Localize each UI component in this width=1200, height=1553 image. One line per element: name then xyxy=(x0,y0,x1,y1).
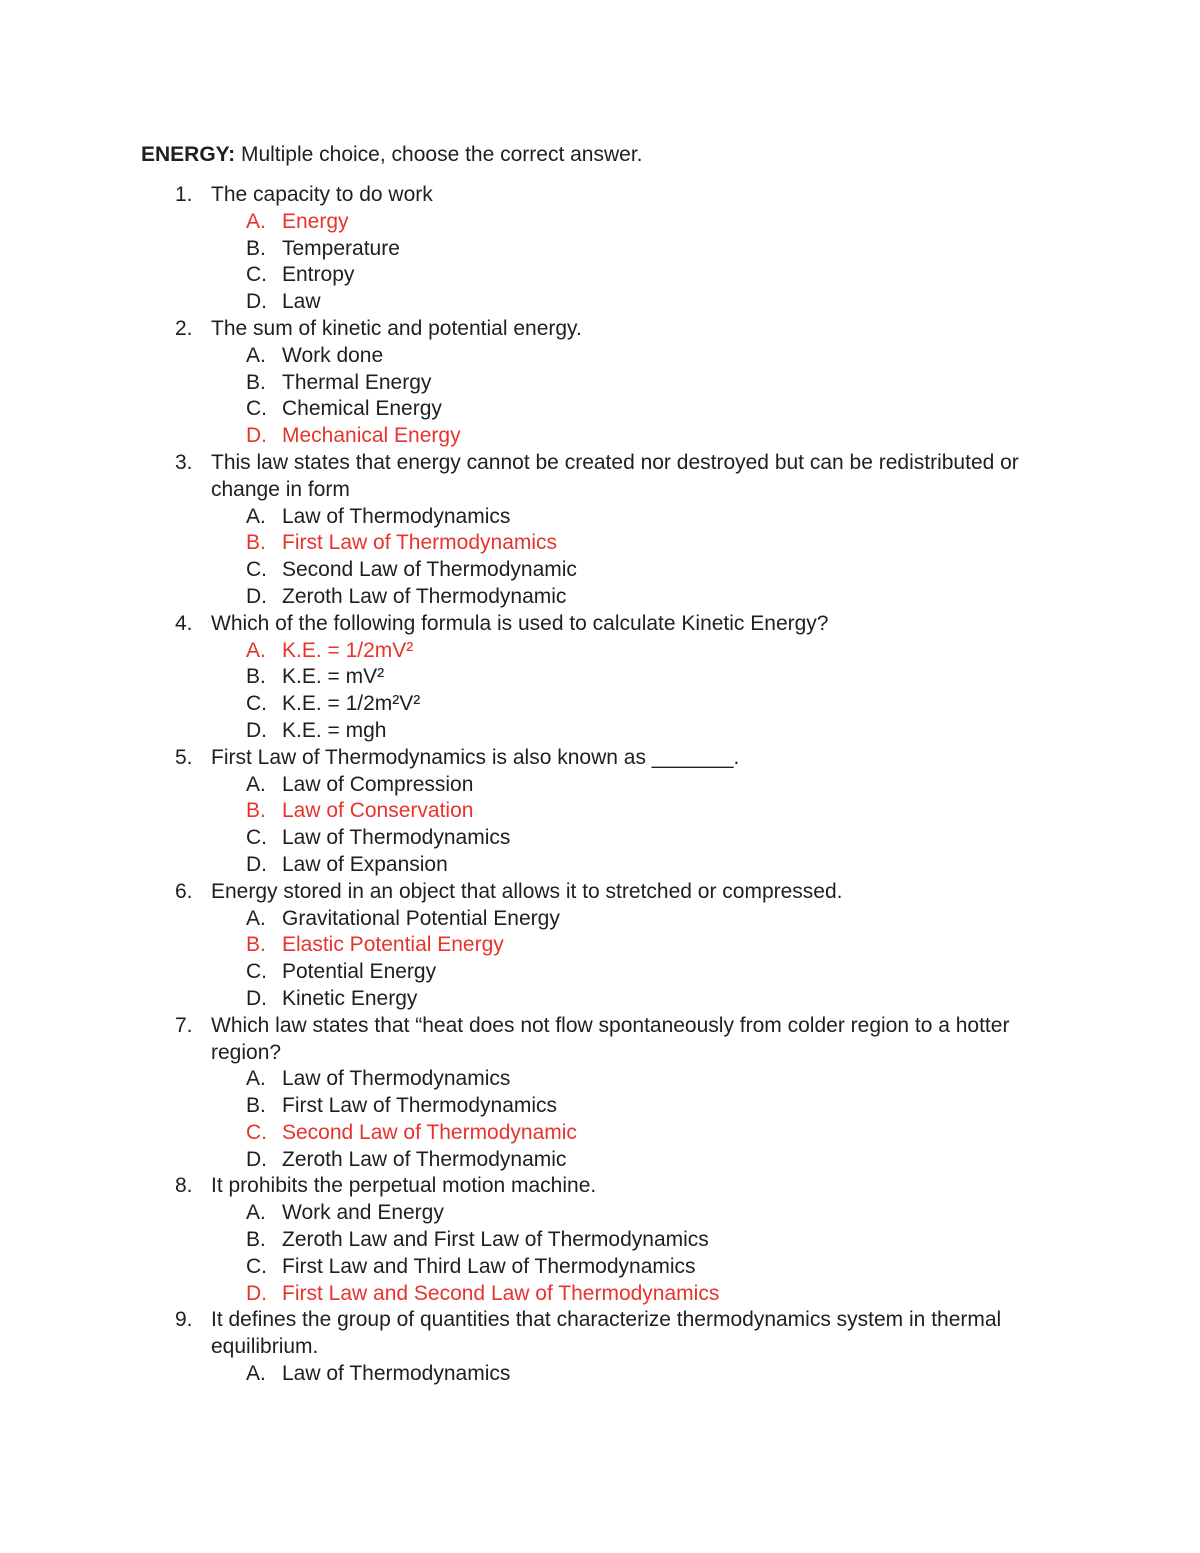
option-text: Potential Energy xyxy=(282,960,437,984)
option-text: Law of Expansion xyxy=(282,852,448,876)
quiz-instructions: Multiple choice, choose the correct answer. xyxy=(235,143,643,166)
option-letter: C. xyxy=(246,826,267,850)
option-letter: B. xyxy=(246,370,266,394)
answer-option xyxy=(0,691,1200,718)
correct-answer-option xyxy=(0,530,1200,557)
option-letter: D. xyxy=(246,852,267,876)
option-letter: A. xyxy=(246,1362,266,1386)
option-text: Zeroth Law of Thermodynamic xyxy=(282,1147,567,1171)
option-text: Work done xyxy=(282,343,384,367)
option-text: Zeroth Law of Thermodynamic xyxy=(282,584,567,608)
correct-answer-option xyxy=(0,932,1200,959)
option-text: Temperature xyxy=(282,236,400,260)
question-text: It defines the group of quantities that characterize thermodynamics system in thermal equilibrium. xyxy=(211,1308,1002,1359)
option-letter: A. xyxy=(246,906,266,930)
question-row xyxy=(0,450,1200,504)
option-text: Mechanical Energy xyxy=(282,424,461,448)
answer-option xyxy=(0,343,1200,370)
answer-option xyxy=(0,718,1200,745)
option-letter: A. xyxy=(246,343,266,367)
option-letter: C. xyxy=(246,1254,267,1278)
option-letter: B. xyxy=(246,799,266,823)
option-letter: A. xyxy=(246,209,266,233)
option-list xyxy=(0,1361,1200,1388)
option-letter: D. xyxy=(246,986,267,1010)
correct-answer-option xyxy=(0,209,1200,236)
option-letter: D. xyxy=(246,424,267,448)
question-text: This law states that energy cannot be created nor destroyed but can be redistributed or change in form xyxy=(211,450,1019,501)
option-text: Kinetic Energy xyxy=(282,986,418,1010)
question-text: The sum of kinetic and potential energy. xyxy=(211,316,582,340)
answer-option xyxy=(0,1254,1200,1281)
option-list xyxy=(0,906,1200,1013)
question-text: The capacity to do work xyxy=(211,183,433,206)
option-list xyxy=(0,1200,1200,1307)
option-text: Zeroth Law and First Law of Thermodynamics xyxy=(282,1228,709,1252)
option-text: Work and Energy xyxy=(282,1201,444,1225)
option-letter: B. xyxy=(246,531,266,555)
question-list xyxy=(0,182,1200,1388)
correct-answer-option xyxy=(0,423,1200,450)
option-text: K.E. = 1/2m²V² xyxy=(282,692,421,716)
quiz-header xyxy=(141,141,643,168)
correct-answer-option xyxy=(0,638,1200,665)
question-item xyxy=(0,316,1200,450)
question-row xyxy=(0,879,1200,906)
option-text: Chemical Energy xyxy=(282,397,442,421)
option-letter: A. xyxy=(246,638,266,662)
option-list xyxy=(0,343,1200,450)
question-number: 3. xyxy=(175,450,193,474)
option-text: Entropy xyxy=(282,263,355,287)
option-text: Second Law of Thermodynamic xyxy=(282,1120,577,1144)
option-text: K.E. = 1/2mV² xyxy=(282,638,414,662)
option-letter: A. xyxy=(246,772,266,796)
question-number: 2. xyxy=(175,316,193,340)
option-text: K.E. = mgh xyxy=(282,718,387,742)
answer-option xyxy=(0,906,1200,933)
option-letter: D. xyxy=(246,718,267,742)
option-text: First Law and Third Law of Thermodynamics xyxy=(282,1254,696,1278)
option-text: Energy xyxy=(282,209,349,233)
option-text: Law of Thermodynamics xyxy=(282,1362,511,1386)
question-item xyxy=(0,611,1200,745)
question-text: Which law states that “heat does not flow spontaneously from colder region to a hotter region? xyxy=(211,1013,1010,1064)
answer-option xyxy=(0,1200,1200,1227)
answer-option xyxy=(0,1093,1200,1120)
option-letter: C. xyxy=(246,263,267,287)
option-text: K.E. = mV² xyxy=(282,665,385,689)
option-text: First Law and Second Law of Thermodynamics xyxy=(282,1281,720,1305)
question-text: Energy stored in an object that allows it to stretched or compressed. xyxy=(211,879,843,903)
question-item xyxy=(0,450,1200,611)
option-letter: C. xyxy=(246,558,267,582)
option-letter: A. xyxy=(246,504,266,528)
question-number: 1. xyxy=(175,183,193,206)
option-text: Elastic Potential Energy xyxy=(282,933,504,957)
option-text: Law of Conservation xyxy=(282,799,474,823)
option-letter: C. xyxy=(246,1120,267,1144)
question-text: It prohibits the perpetual motion machine. xyxy=(211,1174,597,1198)
option-list xyxy=(0,1066,1200,1173)
answer-option xyxy=(0,1361,1200,1388)
question-row xyxy=(0,745,1200,772)
question-row xyxy=(0,316,1200,343)
option-letter: B. xyxy=(246,236,266,260)
answer-option xyxy=(0,986,1200,1013)
option-list xyxy=(0,504,1200,611)
correct-answer-option xyxy=(0,1281,1200,1308)
option-text: Law of Thermodynamics xyxy=(282,1067,511,1091)
option-letter: A. xyxy=(246,1067,266,1091)
option-list xyxy=(0,772,1200,879)
option-text: First Law of Thermodynamics xyxy=(282,531,558,555)
answer-option xyxy=(0,370,1200,397)
question-text: Which of the following formula is used to calculate Kinetic Energy? xyxy=(211,611,829,635)
question-row xyxy=(0,1173,1200,1200)
correct-answer-option xyxy=(0,1120,1200,1147)
option-letter: D. xyxy=(246,290,267,314)
answer-option xyxy=(0,772,1200,799)
answer-option xyxy=(0,959,1200,986)
answer-option xyxy=(0,289,1200,316)
option-text: First Law of Thermodynamics xyxy=(282,1094,558,1118)
quiz-topic: ENERGY: xyxy=(141,143,236,166)
answer-option xyxy=(0,236,1200,263)
option-letter: B. xyxy=(246,1228,266,1252)
question-number: 7. xyxy=(175,1013,193,1037)
answer-option xyxy=(0,396,1200,423)
answer-option xyxy=(0,584,1200,611)
answer-option xyxy=(0,664,1200,691)
answer-option xyxy=(0,852,1200,879)
question-item xyxy=(0,182,1200,316)
question-number: 4. xyxy=(175,611,193,635)
question-row xyxy=(0,182,1200,209)
question-item xyxy=(0,1013,1200,1174)
option-letter: B. xyxy=(246,933,266,957)
question-text: First Law of Thermodynamics is also known as _______. xyxy=(211,745,740,769)
option-text: Gravitational Potential Energy xyxy=(282,906,560,930)
option-letter: C. xyxy=(246,960,267,984)
question-item xyxy=(0,745,1200,879)
answer-option xyxy=(0,504,1200,531)
option-letter: D. xyxy=(246,584,267,608)
option-letter: B. xyxy=(246,1094,266,1118)
question-item xyxy=(0,879,1200,1013)
correct-answer-option xyxy=(0,798,1200,825)
question-row xyxy=(0,1013,1200,1067)
option-text: Law of Thermodynamics xyxy=(282,826,511,850)
question-number: 9. xyxy=(175,1308,193,1332)
option-letter: C. xyxy=(246,692,267,716)
answer-option xyxy=(0,1227,1200,1254)
option-letter: C. xyxy=(246,397,267,421)
option-text: Second Law of Thermodynamic xyxy=(282,558,577,582)
question-number: 8. xyxy=(175,1174,193,1198)
answer-option xyxy=(0,262,1200,289)
question-number: 6. xyxy=(175,879,193,903)
question-item xyxy=(0,1307,1200,1387)
answer-option xyxy=(0,557,1200,584)
option-letter: D. xyxy=(246,1147,267,1171)
option-text: Law xyxy=(282,290,321,314)
question-row xyxy=(0,611,1200,638)
answer-option xyxy=(0,825,1200,852)
option-text: Law of Thermodynamics xyxy=(282,504,511,528)
option-text: Law of Compression xyxy=(282,772,474,796)
answer-option xyxy=(0,1147,1200,1174)
option-letter: D. xyxy=(246,1281,267,1305)
option-text: Thermal Energy xyxy=(282,370,432,394)
answer-option xyxy=(0,1066,1200,1093)
question-number: 5. xyxy=(175,745,193,769)
question-row xyxy=(0,1307,1200,1361)
question-item xyxy=(0,1173,1200,1307)
option-list xyxy=(0,209,1200,316)
option-letter: B. xyxy=(246,665,266,689)
option-list xyxy=(0,638,1200,745)
option-letter: A. xyxy=(246,1201,266,1225)
